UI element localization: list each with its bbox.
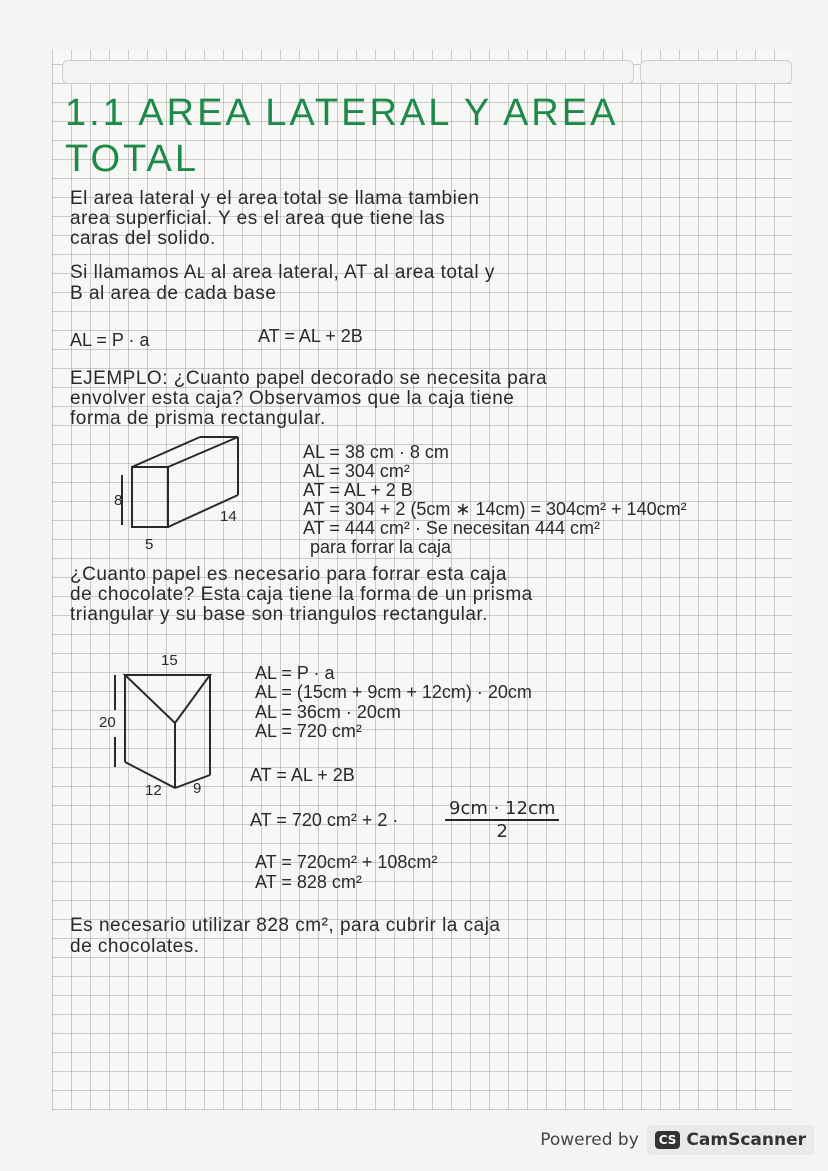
side2-label: 9 — [193, 780, 202, 797]
camscanner-badge — [647, 1125, 814, 1155]
example2-step: AT = 720 cm² + 2 · — [250, 810, 399, 830]
example1-step: AL = 304 cm² — [303, 461, 410, 481]
header-box — [62, 60, 634, 84]
side1-label: 12 — [145, 782, 162, 799]
example1-line: forma de prisma rectangular. — [70, 408, 326, 429]
width-label: 5 — [145, 536, 154, 553]
conclusion-line: Es necesario utilizar 828 cm², para cubrir la caja — [70, 915, 501, 936]
example1-line: EJEMPLO: ¿Cuanto papel decorado se necesita para — [70, 368, 548, 389]
height-label: 8 — [114, 492, 123, 509]
page-title: 1.1 AREA LATERAL Y AREA — [65, 92, 619, 134]
definition-line: B al area de cada base — [70, 283, 277, 304]
definition-line: Si llamamos Aʟ al area lateral, AT al area total y — [70, 262, 495, 283]
example2-line: triangular y su base son triangulos rectangular. — [70, 604, 488, 625]
top-label: 15 — [161, 652, 178, 669]
triangular-prism-figure — [95, 645, 255, 805]
rectangular-prism-figure — [100, 425, 280, 555]
fraction-denominator: 2 — [496, 821, 508, 842]
example2-step: AL = 36cm · 20cm — [255, 702, 401, 722]
camscanner-logo-icon: CS — [655, 1131, 681, 1149]
example2-step: AL = (15cm + 9cm + 12cm) · 20cm — [255, 682, 532, 702]
example1-step: AT = 304 + 2 (5cm ∗ 14cm) = 304cm² + 140cm² — [303, 499, 687, 519]
total-area-formula: AT = AL + 2B — [258, 326, 363, 346]
intro-line: area superficial. Y es el area que tiene las — [70, 208, 446, 229]
example1-line: envolver esta caja? Observamos que la caja tiene — [70, 388, 515, 409]
conclusion-line: de chocolates. — [70, 936, 200, 957]
example1-step: AT = AL + 2 B — [303, 480, 413, 500]
example1-step: AL = 38 cm · 8 cm — [303, 442, 449, 462]
date-box — [640, 60, 792, 84]
camscanner-footer — [540, 1125, 814, 1155]
fraction — [445, 798, 559, 842]
example2-step: AL = P · a — [255, 663, 335, 683]
example2-line: ¿Cuanto papel es necesario para forrar esta caja — [70, 564, 507, 585]
intro-line: caras del solido. — [70, 228, 216, 249]
powered-by-text: Powered by — [540, 1130, 639, 1150]
fraction-numerator: 9cm · 12cm — [445, 798, 559, 821]
example2-line: de chocolate? Esta caja tiene la forma de un prisma — [70, 584, 533, 605]
example1-step: AT = 444 cm² · Se necesitan 444 cm² — [303, 518, 600, 538]
example1-step: para forrar la caja — [310, 537, 452, 557]
depth-label: 14 — [220, 508, 237, 525]
page-title-line2: TOTAL — [65, 138, 199, 180]
camscanner-brand: CamScanner — [686, 1130, 806, 1150]
example2-step: AT = AL + 2B — [250, 765, 355, 785]
example2-step: AL = 720 cm² — [255, 721, 362, 741]
lateral-area-formula: AL = P · a — [70, 330, 150, 350]
example2-step: AT = 720cm² + 108cm² — [255, 852, 438, 872]
example2-step: AT = 828 cm² — [255, 872, 362, 892]
intro-line: El area lateral y el area total se llama tambien — [70, 188, 480, 209]
height-label: 20 — [99, 714, 116, 731]
